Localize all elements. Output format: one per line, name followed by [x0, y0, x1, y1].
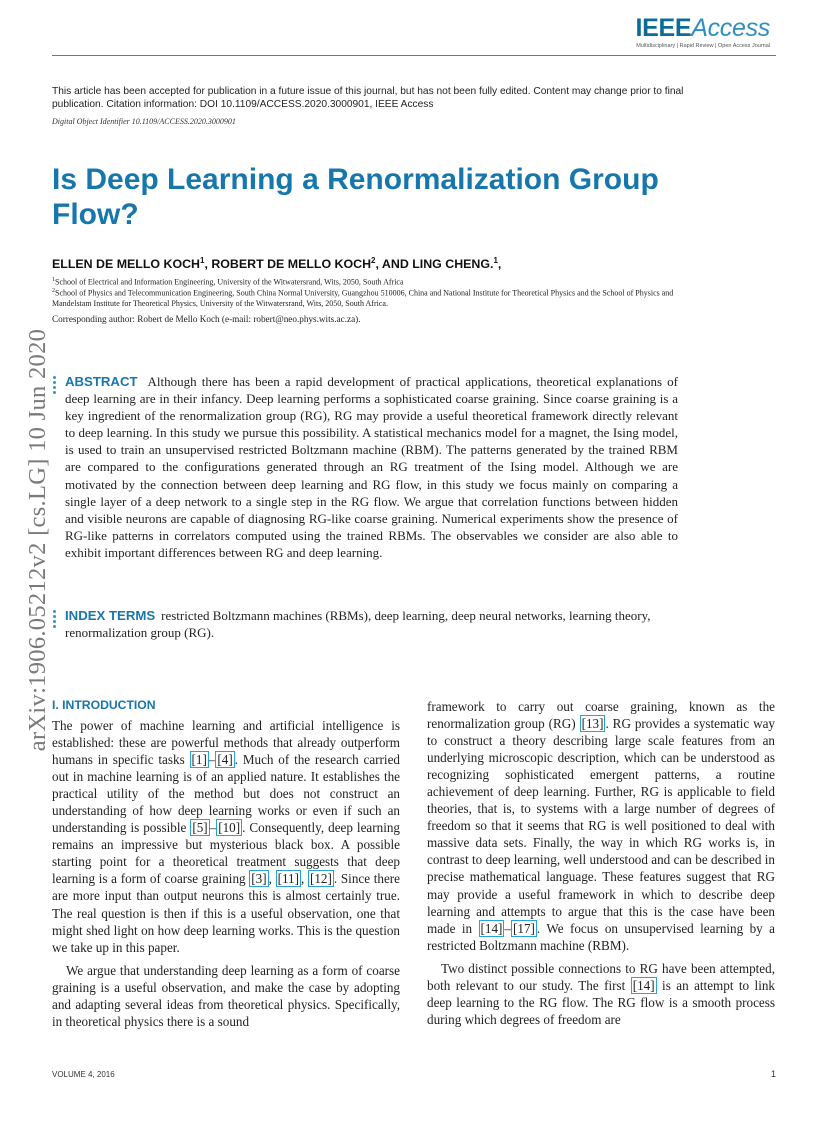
paragraph-text: – — [208, 752, 216, 768]
arxiv-identifier-stamp: arXiv:1906.05212v2 [cs.LG] 10 Jun 2020 — [24, 328, 51, 752]
affiliation-text: School of Physics and Telecommunication Engineering, South China Normal University, Guangzhou 510006, China and National Institute for Theoretical Physics and the School of Physics and Mandelstam Institute for Theoretical Physics, University of the Witwatersrand, Wits, 2050, South Africa. — [52, 288, 674, 308]
paper-title: Is Deep Learning a Renormalization Group Flow? — [52, 163, 659, 231]
paragraph-text: , — [268, 871, 276, 887]
logo-access-text: Access — [691, 14, 770, 42]
paragraph-text: , — [301, 871, 308, 887]
index-terms-text: restricted Boltzmann machines (RBMs), deep learning, deep neural networks, learning theory, renormalization group (RG). — [65, 608, 651, 641]
paragraph-text: . Much of the research carried out in machine learning is of an applied nature. It establishes the practical utility of the method but does not construct an understanding of how deep learning works or even if such an understanding is possible — [52, 752, 400, 836]
acceptance-notice: This article has been accepted for publication in a future issue of this journal, but has not been fully edited. Content may change prior to final publication. Citation information: DOI 10.1109/ACCESS.2020.3000901, IEEE Access — [52, 86, 684, 110]
abstract-block — [65, 373, 678, 561]
citation-link[interactable]: [14] — [632, 977, 655, 993]
paragraph-text: . Since there are more input than output neurons this is almost certainly true. The real question is then if this is a useful observation, one that might shed light on how deep learning works. This is the question we take up in this paper. — [52, 871, 401, 955]
abstract-text: Although there has been a rapid development of practical applications, theoretical explanations of deep learning are in their infancy. Deep learning performs a sophisticated coarse graining. Since coarse graining is a key ingredient of the renormalization group (RG), RG may provide a useful theoretical framework directly relevant to deep learning. In this study we pursue this possibility. A statistical mechanics model for a magnet, the Ising model, is used to train an unsupervised restricted Boltzmann machine (RBM). The patterns generated by the trained RBM are compared to the configurations generated through an RG treatment of the Ising model. Although we are motivated by the connection between deep learning and RG flow, in this study we focus mainly on comparing a single layer of a deep network to a single step in the RG flow. We argue that correlation functions between hidden and visible neurons are capable of diagnosing RG-like coarse graining. Numerical experiments show the presence of RG-like patterns in correlators computed using the trained RBMs. The observables we consider are also able to exhibit important differences between RG and deep learning. — [65, 374, 678, 560]
author-affiliation-mark: 1 — [493, 256, 498, 265]
author-affiliation-mark: 2 — [371, 256, 376, 265]
citation-link[interactable]: [3] — [251, 871, 267, 887]
author-name: LING CHENG. — [412, 257, 494, 272]
citation-link[interactable]: [10] — [218, 820, 241, 836]
citation-link[interactable]: [12] — [309, 871, 332, 887]
logo-tagline: Multidisciplinary | Rapid Review | Open Access Journal — [636, 43, 770, 49]
affiliation-mark: 1 — [52, 277, 55, 283]
paragraph-text: Two distinct possible connections to RG have been attempted, both relevant to our study. The first — [427, 960, 775, 993]
abstract-label: ABSTRACT — [65, 374, 138, 389]
paragraph-text: . RG provides a systematic way to construct a theory describing large scale features from an underlying microscopic description, which can be understood as recognizing sophisticated emergent patterns, a routine achievement of deep learning. Further, RG is applicable to field theories, that is, to systems with a large number of degrees of freedom so that it seems that RG is well positioned to deal with massive data sets. Finally, the way in which RG works is, in contrast to deep learning, well understood and can be described in precise mathematical language. These features suggest that RG may provide a useful framework in which to describe deep learning and attempts to argue that this is the case have been made in — [427, 716, 775, 936]
affiliation-mark: 2 — [52, 288, 55, 294]
paragraph-text: . We focus on unsupervised learning by a restricted Boltzmann machine (RBM). — [427, 920, 776, 953]
index-terms-label: INDEX TERMS — [65, 608, 156, 623]
doi-identifier: Digital Object Identifier 10.1109/ACCESS.2020.3000901 — [52, 117, 236, 126]
intro-paragraph-2: We argue that understanding deep learning as a form of coarse graining is a useful observation, and make the case by adopting and adapting several ideas from theoretical physics. Specifically, in theoretical physics there is a sound — [52, 962, 400, 1029]
body-column-right — [427, 698, 775, 1028]
index-terms-block — [65, 607, 678, 641]
author-separator: , AND — [375, 257, 413, 272]
author-affiliation-mark: 1 — [200, 256, 205, 265]
author-separator: , — [204, 257, 212, 272]
intro-paragraph-3 — [427, 698, 775, 954]
author-name: ELLEN DE MELLO KOCH — [52, 257, 200, 272]
citation-link[interactable]: [11] — [277, 871, 299, 887]
ieee-access-logo — [635, 14, 770, 49]
author-separator: , — [497, 257, 502, 272]
citation-link[interactable]: [13] — [581, 716, 604, 732]
paragraph-text: – — [504, 920, 511, 936]
citation-link[interactable]: [5] — [192, 820, 208, 836]
citation-link[interactable]: [4] — [217, 752, 233, 768]
paragraph-text: The power of machine learning and artificial intelligence is established: these are powerful methods that already outperform humans in specific tasks — [52, 718, 400, 768]
citation-link[interactable]: [14] — [480, 920, 503, 936]
corresponding-author: Corresponding author: Robert de Mello Koch (e-mail: robert@neo.phys.wits.ac.za). — [52, 314, 361, 324]
paragraph-text: is an attempt to link deep learning to the RG flow. The RG flow is a smooth process during which degrees of freedom are — [427, 977, 775, 1027]
page-number: 1 — [770, 1069, 776, 1079]
section-heading-introduction: I. INTRODUCTION — [52, 698, 156, 712]
paragraph-text: . Consequently, deep learning remains an impressive but mysterious black box. A possible starting point for a theoretical treatment suggests that deep learning is a form of coarse graining — [52, 820, 400, 887]
body-column-left — [52, 698, 400, 1030]
affiliation-2 — [52, 286, 692, 309]
paragraph-text: framework to carry out coarse graining, known as the renormalization group (RG) — [427, 699, 775, 732]
logo-ieee-text: IEEE — [635, 14, 692, 42]
abstract-dots-icon — [53, 376, 57, 396]
index-terms-dots-icon — [53, 610, 57, 630]
paragraph-text: – — [209, 820, 217, 836]
footer-volume: VOLUME 4, 2016 — [52, 1070, 115, 1079]
author-name: ROBERT DE MELLO KOCH — [211, 257, 372, 272]
citation-link[interactable]: [1] — [191, 752, 207, 768]
affiliation-text: School of Electrical and Information Engineering, University of the Witwatersrand, Wits, 2050, South Africa — [55, 277, 404, 287]
intro-paragraph-1 — [52, 717, 400, 956]
header-rule — [52, 55, 776, 56]
citation-link[interactable]: [17] — [513, 920, 535, 936]
author-list — [52, 256, 501, 271]
intro-paragraph-4 — [427, 960, 775, 1028]
